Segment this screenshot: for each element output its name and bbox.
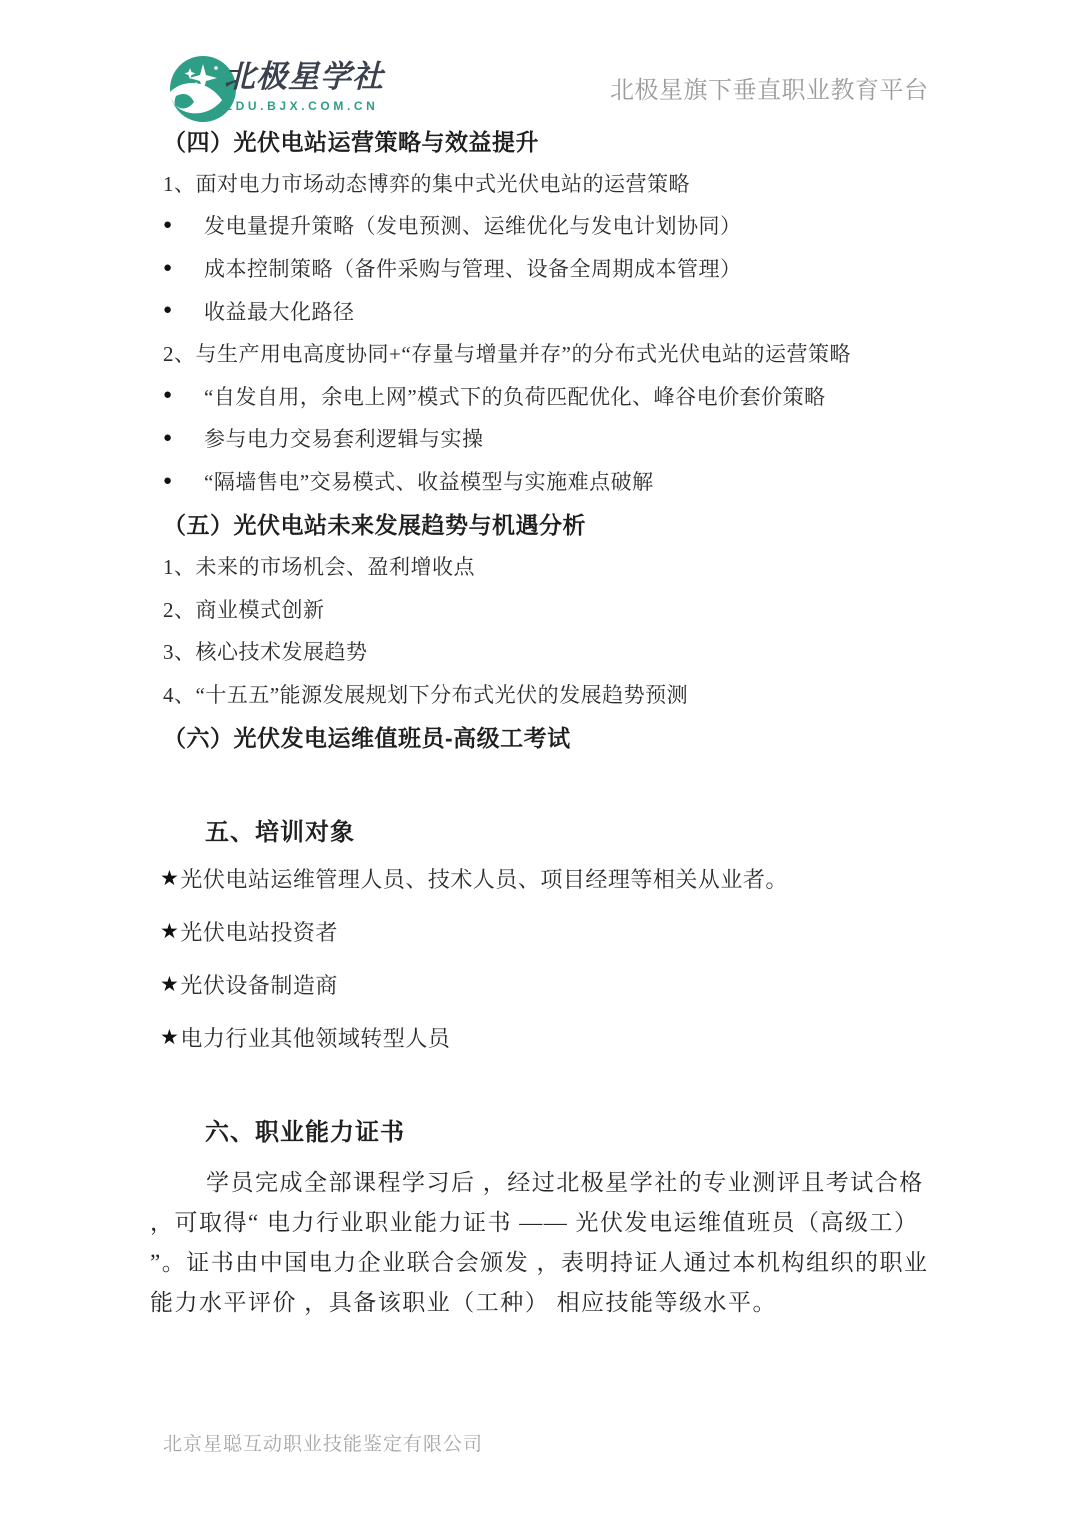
training-target-list bbox=[160, 852, 920, 1064]
certificate-paragraph bbox=[150, 1163, 930, 1323]
star-icon: ★ bbox=[160, 972, 180, 996]
bullet-icon: ● bbox=[163, 387, 173, 404]
outline-bullet-item: ● “自发自用，余电上网”模式下的负荷匹配优化、峰谷电价套价策略 bbox=[163, 384, 826, 409]
outline-heading: （六）光伏发电运维值班员-高级工考试 bbox=[163, 725, 571, 752]
list-item: ★ 光伏电站运维管理人员、技术人员、项目经理等相关从业者。 bbox=[160, 866, 788, 892]
paragraph-line: ”。证书由中国电力企业联合会颁发 ，表明持证人通过本机构组织的职业 bbox=[150, 1250, 929, 1275]
bullet-icon: ● bbox=[163, 259, 173, 276]
header-tagline: 北极星旗下垂直职业教育平台 bbox=[610, 77, 929, 104]
star-icon: ★ bbox=[160, 1025, 180, 1049]
outline-bullet-item: ● 收益最大化路径 bbox=[163, 299, 355, 324]
paragraph-line: ，可取得“ 电力行业职业能力证书 —— 光伏发电运维值班员（高级工） bbox=[150, 1210, 919, 1235]
list-item: ★ 光伏电站投资者 bbox=[160, 919, 338, 945]
bullet-icon: ● bbox=[163, 216, 173, 233]
paragraph-line: 能力水平评价 ，具备该职业（工种） 相应技能等级水平。 bbox=[150, 1290, 777, 1315]
section-heading-training-targets: 五、培训对象 bbox=[205, 819, 355, 846]
bullet-icon: ● bbox=[163, 302, 173, 319]
outline-bullet-item: ● 成本控制策略（备件采购与管理、设备全周期成本管理） bbox=[163, 257, 742, 282]
list-item: ★ 光伏设备制造商 bbox=[160, 972, 338, 998]
bullet-icon: ● bbox=[163, 429, 173, 446]
section-heading-certificate: 六、职业能力证书 bbox=[205, 1119, 405, 1146]
list-item: ★ 电力行业其他领域转型人员 bbox=[160, 1025, 451, 1051]
outline-numbered-item: 1、面对电力市场动态博弈的集中式光伏电站的运营策略 bbox=[163, 171, 690, 196]
star-icon: ★ bbox=[160, 866, 180, 890]
paragraph-line: 学员完成全部课程学习后 ，经过北极星学社的专业测评且考试合格 bbox=[206, 1170, 924, 1195]
outline-numbered-item: 2、商业模式创新 bbox=[163, 597, 325, 622]
brand-domain: EDU.BJX.COM.CN bbox=[224, 99, 379, 114]
outline-bullet-item: ● 参与电力交易套利逻辑与实操 bbox=[163, 427, 484, 452]
outline-heading: （四）光伏电站运营策略与效益提升 bbox=[163, 128, 539, 155]
outline-numbered-item: 4、“十五五”能源发展规划下分布式光伏的发展趋势预测 bbox=[163, 683, 689, 708]
outline-numbered-item: 3、核心技术发展趋势 bbox=[163, 640, 368, 665]
course-outline bbox=[163, 119, 923, 758]
star-icon: ★ bbox=[160, 919, 180, 943]
footer-company-name: 北京星聪互动职业技能鉴定有限公司 bbox=[163, 1434, 484, 1455]
outline-bullet-item: ● 发电量提升策略（发电预测、运维优化与发电计划协同） bbox=[163, 214, 742, 239]
outline-numbered-item: 2、与生产用电高度协同+“存量与增量并存”的分布式光伏电站的运营策略 bbox=[163, 342, 851, 367]
bullet-icon: ● bbox=[163, 472, 173, 489]
outline-bullet-item: ● “隔墙售电”交易模式、收益模型与实施难点破解 bbox=[163, 470, 654, 495]
outline-numbered-item: 1、未来的市场机会、盈利增收点 bbox=[163, 555, 475, 580]
brand-text-block bbox=[224, 60, 384, 113]
brand-name: 北极星学社 bbox=[224, 59, 384, 94]
outline-heading: （五）光伏电站未来发展趋势与机遇分析 bbox=[163, 512, 586, 539]
